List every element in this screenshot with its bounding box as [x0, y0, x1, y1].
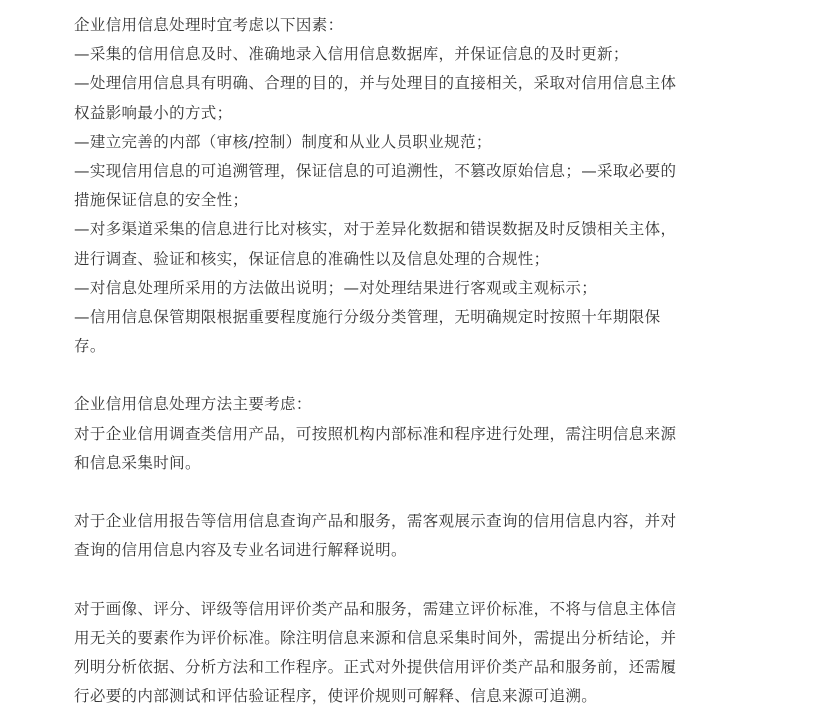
- paragraph-gap: [74, 361, 760, 390]
- text-line: —信用信息保管期限根据重要程度施行分级分类管理，无明确规定时按照十年期限保: [74, 307, 661, 326]
- text-line: 用无关的要素作为评价标准。除注明信息来源和信息采集时间外，需提出分析结论，并: [74, 628, 677, 647]
- text-line: 查询的信用信息内容及专业名词进行解释说明。: [74, 541, 407, 560]
- text-line: —对信息处理所采用的方法做出说明；—对处理结果进行客观或主观标示；: [74, 278, 598, 297]
- text-line: 行必要的内部测试和评估验证程序，使评价规则可解释、信息来源可追溯。: [74, 687, 598, 706]
- section2-heading: 企业信用信息处理方法主要考虑：: [74, 395, 312, 414]
- text-line: —对多渠道采集的信息进行比对核实，对于差异化数据和错误数据及时反馈相关主体，: [74, 220, 677, 239]
- text-line: —采集的信用信息及时、准确地录入信用信息数据库，并保证信息的及时更新；: [74, 45, 629, 64]
- text-line: 列明分析依据、分析方法和工作程序。正式对外提供信用评价类产品和服务前，还需履: [74, 658, 677, 677]
- text-line: 对于企业信用调查类信用产品，可按照机构内部标准和程序进行处理，需注明信息来源: [74, 424, 677, 443]
- paragraph-gap: [74, 478, 760, 507]
- text-line: 权益影响最小的方式；: [74, 103, 233, 122]
- text-line: 和信息采集时间。: [74, 453, 201, 472]
- section1-heading: 企业信用信息处理时宜考虑以下因素：: [74, 16, 344, 34]
- text-line: —实现信用信息的可追溯管理，保证信息的可追溯性，不篡改原始信息；—采取必要的: [74, 161, 677, 180]
- text-line: 存。: [74, 337, 106, 356]
- text-line: 措施保证信息的安全性；: [74, 191, 249, 210]
- text-line: 进行调查、验证和核实，保证信息的准确性以及信息处理的合规性；: [74, 249, 550, 268]
- text-line: —建立完善的内部（审核/控制）制度和从业人员职业规范；: [74, 132, 492, 151]
- text-line: 对于企业信用报告等信用信息查询产品和服务，需客观展示查询的信用信息内容，并对: [74, 512, 677, 531]
- text-line: 对于画像、评分、评级等信用评价类产品和服务，需建立评价标准，不将与信息主体信: [74, 599, 677, 618]
- paragraph-gap: [74, 566, 760, 595]
- text-line: —处理信用信息具有明确、合理的目的，并与处理目的直接相关，采取对信用信息主体: [74, 74, 677, 93]
